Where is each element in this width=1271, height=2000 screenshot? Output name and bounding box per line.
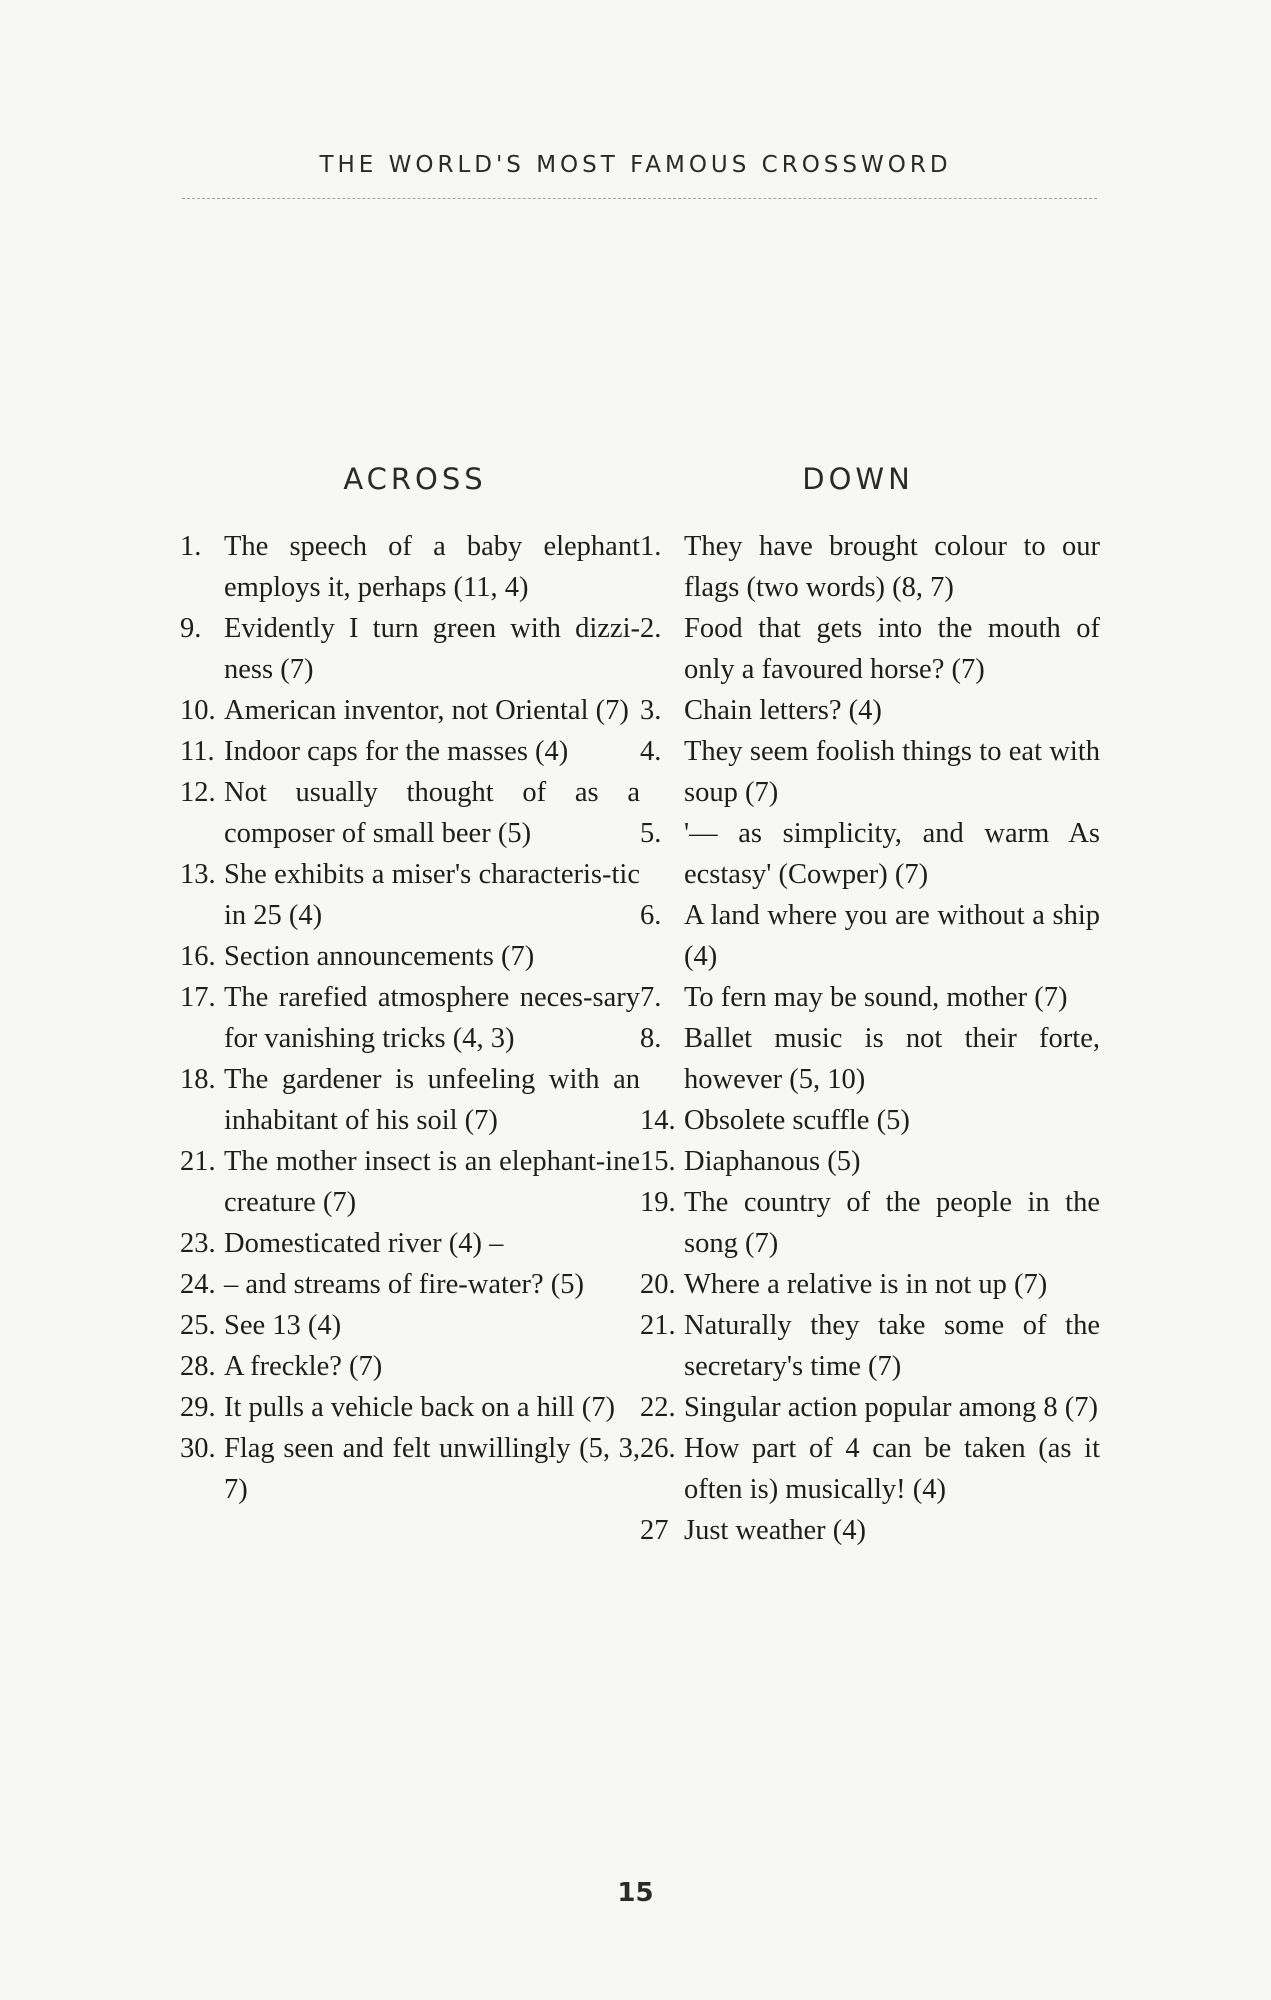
clue-number: 23. bbox=[180, 1228, 216, 1259]
clue-text: '— as simplicity, and warm As ecstasy' (Cowper) (7) bbox=[684, 818, 1100, 890]
clue-text: They seem foolish things to eat with soup (7) bbox=[684, 736, 1100, 808]
clue-text: See 13 (4) bbox=[224, 1310, 342, 1341]
down-heading: DOWN bbox=[802, 462, 914, 496]
clue-text: American inventor, not Oriental (7) bbox=[224, 695, 629, 726]
down-clue bbox=[640, 1100, 1100, 1141]
clue-number: 1. bbox=[180, 531, 202, 562]
clue-number: 22. bbox=[640, 1392, 676, 1423]
across-clue bbox=[180, 1428, 640, 1510]
clue-text: Section announcements (7) bbox=[224, 941, 535, 972]
across-clue bbox=[180, 1264, 640, 1305]
clue-number: 10. bbox=[180, 695, 216, 726]
clue-text: Food that gets into the mouth of only a favoured horse? (7) bbox=[684, 613, 1100, 685]
clue-text: Indoor caps for the masses (4) bbox=[224, 736, 569, 767]
clue-number: 3. bbox=[640, 695, 662, 726]
clue-text: A land where you are without a ship (4) bbox=[684, 900, 1100, 972]
clue-number: 28. bbox=[180, 1351, 216, 1382]
header-rule bbox=[182, 198, 1097, 199]
clue-number: 19. bbox=[640, 1187, 676, 1218]
clue-text: Singular action popular among 8 (7) bbox=[684, 1392, 1098, 1423]
across-clue bbox=[180, 977, 640, 1059]
down-clue bbox=[640, 895, 1100, 977]
clue-text: They have brought colour to our flags (two words) (8, 7) bbox=[684, 531, 1100, 603]
across-clue bbox=[180, 1223, 640, 1264]
clue-number: 20. bbox=[640, 1269, 676, 1300]
across-clue bbox=[180, 690, 640, 731]
clue-text: Diaphanous (5) bbox=[684, 1146, 861, 1177]
clue-number: 2. bbox=[640, 613, 662, 644]
down-clue bbox=[640, 813, 1100, 895]
clue-text: Ballet music is not their forte, however (5, 10) bbox=[684, 1023, 1100, 1095]
clue-text: The speech of a baby elephant employs it, perhaps (11, 4) bbox=[224, 531, 640, 603]
clue-text: The gardener is unfeeling with an inhabitant of his soil (7) bbox=[224, 1064, 640, 1136]
clue-text: Flag seen and felt unwillingly (5, 3, 7) bbox=[224, 1433, 640, 1505]
clue-text: Domesticated river (4) – bbox=[224, 1228, 504, 1259]
clue-text: It pulls a vehicle back on a hill (7) bbox=[224, 1392, 615, 1423]
clue-text: – and streams of fire-water? (5) bbox=[224, 1269, 585, 1300]
clue-number: 13. bbox=[180, 859, 216, 890]
across-clue bbox=[180, 854, 640, 936]
clue-number: 12. bbox=[180, 777, 216, 808]
page-number: 15 bbox=[617, 1878, 654, 1908]
clue-text: The rarefied atmosphere neces-sary for vanishing tricks (4, 3) bbox=[224, 982, 640, 1054]
down-clue bbox=[640, 1305, 1100, 1387]
clue-number: 5. bbox=[640, 818, 662, 849]
clue-number: 14. bbox=[640, 1105, 676, 1136]
across-clue bbox=[180, 1141, 640, 1223]
clue-number: 9. bbox=[180, 613, 202, 644]
across-clue bbox=[180, 1387, 640, 1428]
clue-text: Evidently I turn green with dizzi-ness (7) bbox=[224, 613, 640, 685]
clue-number: 17. bbox=[180, 982, 216, 1013]
clue-text: She exhibits a miser's characteris-tic in 25 (4) bbox=[224, 859, 640, 931]
clue-text: The mother insect is an elephant-ine creature (7) bbox=[224, 1146, 640, 1218]
down-clue bbox=[640, 1182, 1100, 1264]
across-clue bbox=[180, 731, 640, 772]
clue-number: 21. bbox=[180, 1146, 216, 1177]
down-clue bbox=[640, 977, 1100, 1018]
clue-number: 4. bbox=[640, 736, 662, 767]
across-clue bbox=[180, 526, 640, 608]
clue-text: Chain letters? (4) bbox=[684, 695, 882, 726]
clue-number: 29. bbox=[180, 1392, 216, 1423]
clue-number: 8. bbox=[640, 1023, 662, 1054]
across-clue-list bbox=[180, 526, 640, 1510]
clue-number: 1. bbox=[640, 531, 662, 562]
clue-number: 26. bbox=[640, 1433, 676, 1464]
clue-number: 25. bbox=[180, 1310, 216, 1341]
clue-text: Just weather (4) bbox=[684, 1515, 867, 1546]
clue-text: Where a relative is in not up (7) bbox=[684, 1269, 1048, 1300]
down-clue bbox=[640, 1018, 1100, 1100]
across-clue bbox=[180, 772, 640, 854]
down-clue bbox=[640, 1141, 1100, 1182]
clue-text: Obsolete scuffle (5) bbox=[684, 1105, 910, 1136]
across-clue bbox=[180, 1305, 640, 1346]
clue-text: The country of the people in the song (7) bbox=[684, 1187, 1100, 1259]
clue-number: 11. bbox=[180, 736, 215, 767]
down-clue bbox=[640, 731, 1100, 813]
down-clue bbox=[640, 1264, 1100, 1305]
clue-text: How part of 4 can be taken (as it often is) musically! (4) bbox=[684, 1433, 1100, 1505]
down-clue bbox=[640, 1387, 1100, 1428]
clue-text: Naturally they take some of the secretary's time (7) bbox=[684, 1310, 1100, 1382]
clue-text: To fern may be sound, mother (7) bbox=[684, 982, 1068, 1013]
clue-text: Not usually thought of as a composer of small beer (5) bbox=[224, 777, 640, 849]
clue-text: A freckle? (7) bbox=[224, 1351, 383, 1382]
clue-number: 24. bbox=[180, 1269, 216, 1300]
across-heading: ACROSS bbox=[343, 462, 487, 496]
clue-number: 18. bbox=[180, 1064, 216, 1095]
clue-number: 30. bbox=[180, 1433, 216, 1464]
down-clue bbox=[640, 1510, 1100, 1551]
clue-number: 21. bbox=[640, 1310, 676, 1341]
across-clue bbox=[180, 1059, 640, 1141]
across-clue bbox=[180, 608, 640, 690]
clue-number: 27 bbox=[640, 1515, 669, 1546]
across-clue bbox=[180, 1346, 640, 1387]
running-head: THE WORLD'S MOST FAMOUS CROSSWORD bbox=[319, 152, 952, 178]
clue-number: 15. bbox=[640, 1146, 676, 1177]
down-clue bbox=[640, 526, 1100, 608]
down-clue bbox=[640, 1428, 1100, 1510]
clue-number: 7. bbox=[640, 982, 662, 1013]
across-clue bbox=[180, 936, 640, 977]
down-clue-list bbox=[640, 526, 1100, 1551]
down-clue bbox=[640, 608, 1100, 690]
clue-number: 6. bbox=[640, 900, 662, 931]
down-clue bbox=[640, 690, 1100, 731]
clue-number: 16. bbox=[180, 941, 216, 972]
